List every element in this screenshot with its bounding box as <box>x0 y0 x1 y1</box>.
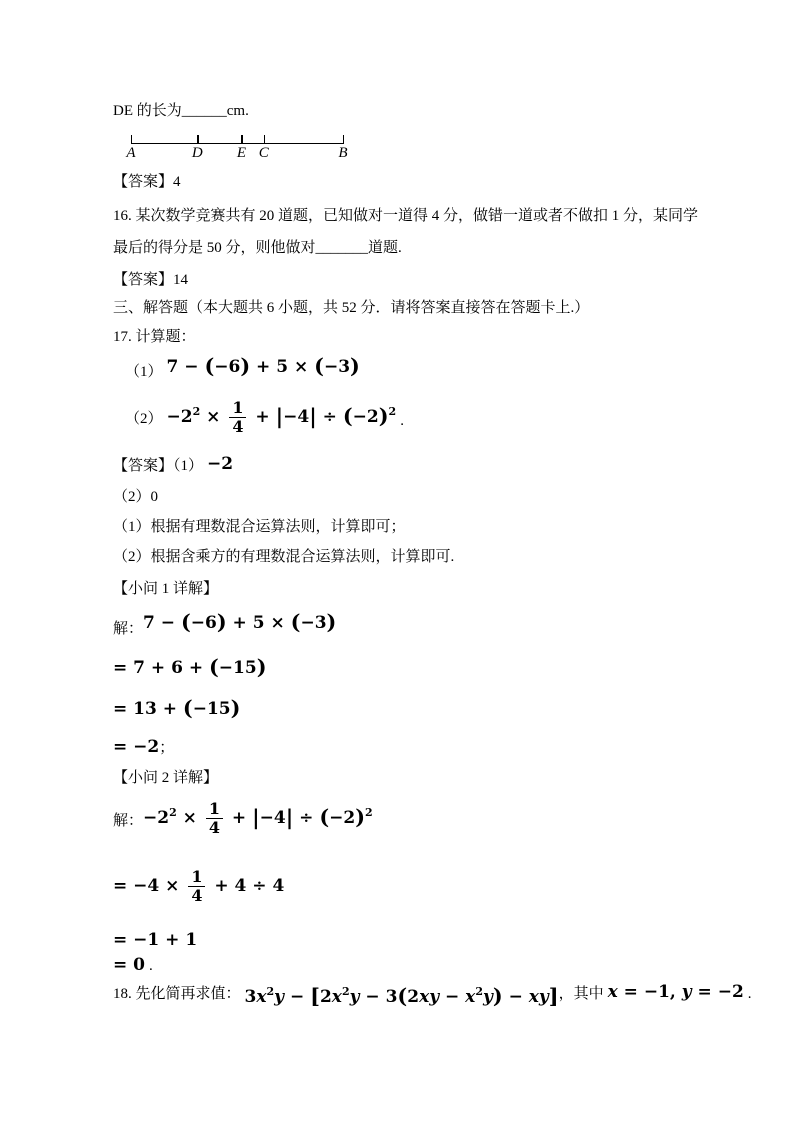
tick-mark <box>197 135 198 144</box>
answer-17-part-2 <box>113 487 158 507</box>
math-text: 3 <box>244 987 257 1007</box>
solution-1-result <box>113 738 174 758</box>
formula-17-1 <box>167 356 360 378</box>
math-text: 7 − <box>143 613 181 633</box>
point-label: B <box>338 145 348 161</box>
math-superscript: 2 <box>341 985 350 998</box>
solution-2-step-3 <box>113 931 197 951</box>
formula-18-values <box>608 983 744 1003</box>
math-text: + <box>225 808 253 828</box>
answer-16 <box>113 270 188 290</box>
math-text: ÷ <box>293 808 320 828</box>
math-variable: x <box>256 987 267 1007</box>
math-text: − <box>502 987 529 1007</box>
math-text: −6 <box>214 357 241 377</box>
result-semicolon: ； <box>159 740 175 756</box>
solution-2-formula <box>143 801 373 836</box>
math-text: × <box>200 407 227 427</box>
math-superscript: 2 <box>266 985 275 998</box>
math-bracket: | <box>285 805 294 829</box>
math-bracket: ) <box>216 610 227 634</box>
math-bracket: ) <box>378 404 389 428</box>
math-text: + 4 ÷ 4 <box>208 876 285 896</box>
step-formula <box>113 657 267 679</box>
question-17-item-1 <box>113 356 360 382</box>
question-16-text-2: 最后的得分是 50 分，则他做对_______道题. <box>113 240 402 256</box>
math-text: − <box>284 987 311 1007</box>
math-bracket: | <box>252 805 260 829</box>
math-text: 2 <box>407 987 420 1007</box>
math-text: + <box>249 407 276 427</box>
math-bracket: ) <box>256 655 267 679</box>
math-text: −6 <box>190 613 217 633</box>
math-bracket: ( <box>314 354 324 378</box>
math-bracket: ( <box>182 696 193 720</box>
solution-2-step-2 <box>113 869 284 904</box>
math-text: − <box>439 987 466 1007</box>
math-variable: x <box>465 987 476 1007</box>
question-18 <box>113 983 752 1008</box>
math-variable: xy <box>419 987 440 1007</box>
fraction-numerator: 1 <box>188 869 205 887</box>
math-fraction <box>229 400 246 435</box>
answer-17-2-text: （2）0 <box>113 489 159 505</box>
math-text: −2 <box>352 407 379 427</box>
step-formula <box>113 869 284 904</box>
math-superscript: 2 <box>169 806 177 819</box>
section-3-text: 三、解答题（本大题共 6 小题，共 52 分．请将答案直接答在答题卡上.） <box>113 300 590 316</box>
math-text: −2 <box>329 808 356 828</box>
math-text: = −2 <box>691 982 744 1002</box>
question-15-tail <box>113 101 249 121</box>
point-label: E <box>236 145 247 161</box>
math-text: −3 <box>300 613 327 633</box>
math-text: − 3 <box>359 987 398 1007</box>
math-text: = −1 + 1 <box>113 930 198 950</box>
math-text: = −4 × <box>113 876 186 896</box>
math-bracket: ) <box>355 805 366 829</box>
fraction-numerator: 1 <box>229 400 246 418</box>
solve-label-1: 解： <box>113 620 144 637</box>
answer-17-1-value <box>207 455 233 475</box>
solution-1-formula <box>143 612 336 634</box>
math-bracket: ( <box>208 655 219 679</box>
math-text: = −1, <box>617 982 682 1002</box>
tick-mark <box>241 135 242 144</box>
math-text: −4 <box>259 808 286 828</box>
answer-17-tag: 【答案】（1） <box>113 457 204 474</box>
answer-16-text: 【答案】14 <box>113 272 189 288</box>
math-text: ÷ <box>316 407 343 427</box>
item-1-label: （1） <box>125 363 163 380</box>
answer-15 <box>113 172 181 192</box>
math-bracket: ) <box>326 610 337 634</box>
explanation-1-text: （1）根据有理数混合运算法则，计算即可； <box>113 519 406 535</box>
math-bracket: ( <box>397 984 408 1008</box>
math-variable: y <box>349 987 360 1007</box>
math-variable: xy <box>528 987 549 1007</box>
math-text: −2 <box>143 808 170 828</box>
math-superscript: 2 <box>388 405 397 418</box>
question-16-text-1: 16. 某次数学竞赛共有 20 道题，已知做对一道得 4 分，做错一道或者不做扣 1 分，某同学 <box>113 208 699 224</box>
math-superscript: 2 <box>365 806 373 819</box>
formula-17-2 <box>167 400 397 435</box>
math-text: = 13 + <box>113 699 183 719</box>
question-15-text: DE 的长为______cm. <box>113 103 249 119</box>
question-18-period: . <box>747 985 752 1002</box>
item-2-period: . <box>400 413 404 429</box>
math-text: −15 <box>192 699 231 719</box>
math-variable: x <box>331 987 342 1007</box>
tick-mark <box>343 135 344 144</box>
explanation-1 <box>113 517 406 537</box>
fraction-denominator: 4 <box>232 417 244 436</box>
section-3-heading <box>113 298 589 318</box>
math-variable: y <box>274 987 285 1007</box>
detail-2-text: 【小问 2 详解】 <box>113 770 219 786</box>
step-formula <box>113 698 240 720</box>
math-fraction <box>188 869 205 904</box>
math-bracket: | <box>309 404 317 428</box>
question-17-text: 17. 计算题： <box>113 329 196 345</box>
tick-mark <box>264 135 265 144</box>
question-17-heading <box>113 327 196 347</box>
math-superscript: 2 <box>192 405 201 418</box>
point-label: C <box>258 145 269 161</box>
result-formula <box>113 956 145 976</box>
question-16-line-1 <box>113 206 698 226</box>
math-text: 2 <box>319 987 332 1007</box>
answer-17-part-1 <box>113 455 233 476</box>
math-text: + 5 × <box>250 357 315 377</box>
explanation-2-text: （2）根据含乘方的有理数混合运算法则，计算即可. <box>113 549 455 565</box>
math-text: −3 <box>323 357 351 377</box>
question-18-mid: ，其中 <box>558 985 604 1002</box>
math-bracket: | <box>275 404 284 428</box>
solution-1-start <box>113 612 336 639</box>
fraction-numerator: 1 <box>206 801 223 819</box>
solution-1-step-3 <box>113 698 240 720</box>
math-bracket: ) <box>492 984 503 1008</box>
explanation-2 <box>113 547 454 567</box>
math-text: −2 <box>207 454 234 474</box>
math-text: −2 <box>166 407 193 427</box>
point-label: A <box>126 145 136 161</box>
math-bracket: ( <box>180 610 191 634</box>
fraction-denominator: 4 <box>191 886 203 905</box>
math-superscript: 2 <box>475 985 483 998</box>
solution-2-result <box>113 956 153 976</box>
math-text: = 0 <box>113 955 145 976</box>
math-bracket: ] <box>548 984 559 1008</box>
step-formula <box>113 931 197 951</box>
result-formula <box>113 738 159 758</box>
fraction-denominator: 4 <box>208 818 220 837</box>
item-2-label: （2） <box>125 411 163 427</box>
solve-label-2: 解： <box>113 813 144 829</box>
tick-mark <box>131 135 132 144</box>
question-17-item-2 <box>113 400 404 435</box>
question-18-pre: 18. 先化简再求值： <box>113 985 241 1002</box>
math-text: + 5 × <box>226 613 291 633</box>
formula-18 <box>245 986 559 1008</box>
math-variable: y <box>681 982 692 1002</box>
math-bracket: ) <box>230 696 241 720</box>
detail-1-text: 【小问 1 详解】 <box>113 581 219 597</box>
math-text: × <box>176 808 203 828</box>
question-16-line-2 <box>113 238 402 258</box>
math-text: −15 <box>218 658 257 678</box>
math-fraction <box>206 801 223 836</box>
math-variable: x <box>607 982 618 1002</box>
math-bracket: ) <box>350 354 360 378</box>
math-bracket: ( <box>204 354 215 378</box>
math-bracket: ) <box>240 354 251 378</box>
answer-15-text: 【答案】4 <box>113 174 181 190</box>
math-bracket: ( <box>342 404 353 428</box>
math-text: = 7 + 6 + <box>113 658 209 678</box>
solution-1-step-2 <box>113 657 267 679</box>
segment-figure <box>126 134 348 162</box>
math-text: = −2 <box>113 737 160 758</box>
math-variable: y <box>482 987 493 1007</box>
math-bracket: ( <box>290 610 301 634</box>
math-text: −4 <box>283 407 310 427</box>
result-period: . <box>149 958 153 974</box>
math-bracket: [ <box>310 984 320 1008</box>
detail-2-heading <box>113 768 218 788</box>
point-label: D <box>191 145 203 161</box>
math-text: 7 − <box>166 357 205 377</box>
detail-1-heading <box>113 579 218 599</box>
solution-2-start <box>113 801 373 836</box>
math-bracket: ( <box>319 805 330 829</box>
